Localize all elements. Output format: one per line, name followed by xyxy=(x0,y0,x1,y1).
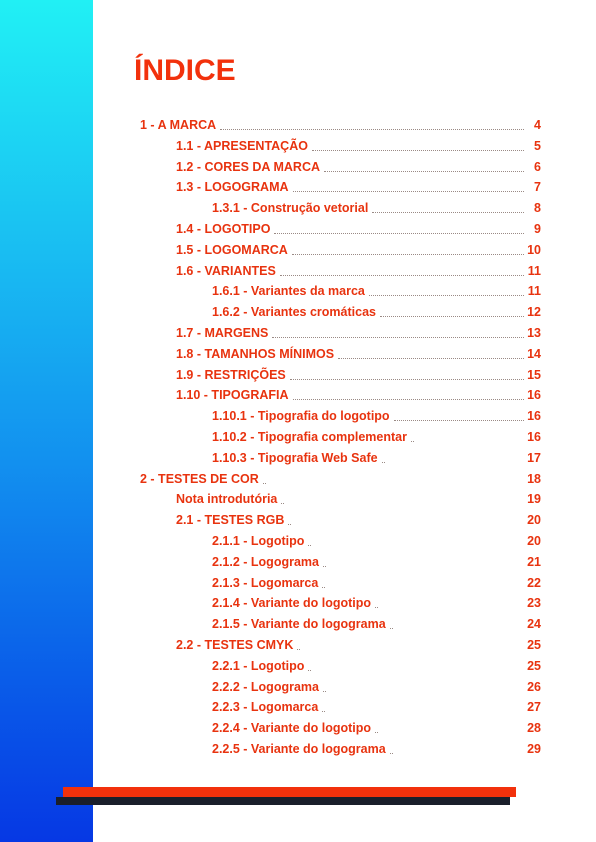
toc-entry-label: 2.1.5 - Variante do logograma xyxy=(212,617,386,632)
toc-page-number: 16 xyxy=(527,388,541,403)
toc-entry-label: 1 - A MARCA xyxy=(140,118,217,132)
toc-dot-leader xyxy=(288,524,291,525)
toc-page-number: 17 xyxy=(527,450,541,465)
toc-page-number: 16 xyxy=(527,409,541,424)
toc-entry-label: Nota introdutória xyxy=(176,492,278,507)
toc-page-number: 11 xyxy=(527,263,541,278)
page-title: ÍNDICE xyxy=(134,54,236,87)
toc-dot-leader xyxy=(292,254,524,255)
toc-entry-label: 1.3 - LOGOGRAMA xyxy=(176,180,289,195)
toc-entry-label: 1.2 - CORES DA MARCA xyxy=(176,159,320,174)
toc-page-number: 16 xyxy=(527,430,541,444)
toc-page-number: 18 xyxy=(527,471,541,486)
toc-dot-leader xyxy=(280,275,524,276)
toc-entry[interactable] xyxy=(176,221,541,237)
toc-dot-leader xyxy=(308,545,311,546)
toc-page-number: 20 xyxy=(527,513,541,528)
toc-dot-leader xyxy=(293,191,524,192)
toc-entry[interactable] xyxy=(212,658,541,674)
toc-dot-leader xyxy=(369,295,524,296)
toc-entry-label: 1.8 - TAMANHOS MÍNIMOS xyxy=(176,346,335,361)
toc-entry-label: 1.10.1 - Tipografia do logotipo xyxy=(212,409,390,424)
toc-dot-leader xyxy=(308,670,311,671)
toc-entry[interactable] xyxy=(212,679,541,695)
toc-dot-leader xyxy=(411,441,414,442)
toc-dot-leader xyxy=(375,732,378,733)
toc-entry-label: 1.10 - TIPOGRAFIA xyxy=(176,388,289,403)
toc-entry[interactable] xyxy=(176,159,541,175)
toc-page-number: 12 xyxy=(527,305,541,320)
toc-dot-leader xyxy=(372,212,524,213)
toc-entry[interactable] xyxy=(212,408,541,424)
toc-page-number: 11 xyxy=(527,284,541,299)
toc-entry[interactable] xyxy=(176,263,541,279)
toc-dot-leader xyxy=(281,503,284,504)
toc-entry[interactable] xyxy=(212,554,541,570)
toc-page-number: 15 xyxy=(527,367,541,382)
toc-entry-label: 1.1 - APRESENTAÇÃO xyxy=(176,138,308,153)
toc-page-number: 23 xyxy=(527,596,541,611)
toc-entry-label: 2.2.5 - Variante do logograma xyxy=(212,742,386,756)
toc-entry-label: 1.6.2 - Variantes cromáticas xyxy=(212,305,376,320)
footer-red-bar xyxy=(63,787,516,797)
toc-dot-leader xyxy=(375,607,378,608)
toc-entry[interactable] xyxy=(176,179,541,195)
toc-page-number: 8 xyxy=(534,201,541,216)
toc-entry-label: 2.2 - TESTES CMYK xyxy=(176,638,294,652)
toc-entry-label: 1.3.1 - Construção vetorial xyxy=(212,201,369,216)
toc-entry-label: 1.6.1 - Variantes da marca xyxy=(212,284,365,299)
toc-entry-label: 1.10.2 - Tipografia complementar xyxy=(212,430,407,444)
toc-dot-leader xyxy=(263,483,266,484)
toc-page-number: 28 xyxy=(527,721,541,736)
toc-entry-label: 1.5 - LOGOMARCA xyxy=(176,242,288,257)
toc-entry-label: 1.4 - LOGOTIPO xyxy=(176,222,271,236)
toc-dot-leader xyxy=(274,233,524,234)
toc-dot-leader xyxy=(380,316,524,317)
toc-page-number: 29 xyxy=(527,742,541,756)
toc-dot-leader xyxy=(390,628,393,629)
toc-entry[interactable] xyxy=(140,117,541,133)
toc-entry-label: 2.1.3 - Logomarca xyxy=(212,575,319,590)
toc-entry-label: 2.1 - TESTES RGB xyxy=(176,513,285,528)
toc-entry[interactable] xyxy=(176,491,541,507)
toc-dot-leader xyxy=(220,129,524,130)
toc-dot-leader xyxy=(390,753,393,754)
toc-dot-leader xyxy=(323,691,326,692)
toc-entry-label: 2 - TESTES DE COR xyxy=(140,471,259,486)
toc-entry-label: 2.1.4 - Variante do logotipo xyxy=(212,596,372,611)
toc-dot-leader xyxy=(312,150,524,151)
toc-page-number: 25 xyxy=(527,638,541,652)
toc-entry-label: 2.2.1 - Logotipo xyxy=(212,658,305,673)
toc-entry[interactable] xyxy=(176,325,541,341)
toc-entry[interactable] xyxy=(176,512,541,528)
toc-page-number: 9 xyxy=(534,222,541,236)
toc-entry[interactable] xyxy=(212,595,541,611)
toc-entry[interactable] xyxy=(140,471,541,487)
toc-entry-label: 1.6 - VARIANTES xyxy=(176,263,276,278)
toc-dot-leader xyxy=(322,711,325,712)
toc-dot-leader xyxy=(293,399,524,400)
toc-page-number: 24 xyxy=(527,617,541,632)
toc-entry[interactable] xyxy=(176,367,541,383)
toc-page-number: 13 xyxy=(527,326,541,340)
toc-page-number: 20 xyxy=(527,534,541,548)
toc-entry[interactable] xyxy=(212,699,541,715)
footer-dark-bar xyxy=(56,797,510,805)
toc-dot-leader xyxy=(297,649,300,650)
toc-dot-leader xyxy=(394,420,524,421)
toc-dot-leader xyxy=(323,566,326,567)
toc-entry-label: 1.7 - MARGENS xyxy=(176,326,269,340)
toc-page-number: 25 xyxy=(527,658,541,673)
toc-page-number: 6 xyxy=(534,159,541,174)
toc-entry-label: 1.10.3 - Tipografia Web Safe xyxy=(212,450,378,465)
toc-dot-leader xyxy=(290,379,524,380)
toc-entry[interactable] xyxy=(212,200,541,216)
toc-entry-label: 2.1.2 - Logograma xyxy=(212,554,319,569)
toc-entry[interactable] xyxy=(176,242,541,258)
toc-page-number: 7 xyxy=(534,180,541,195)
toc-entry-label: 2.2.2 - Logograma xyxy=(212,679,319,694)
toc-page-number: 10 xyxy=(527,242,541,257)
toc-page-number: 22 xyxy=(527,575,541,590)
toc-entry[interactable] xyxy=(176,138,541,154)
toc-entry[interactable] xyxy=(212,283,541,299)
toc-entry[interactable] xyxy=(212,575,541,591)
toc-dot-leader xyxy=(272,337,524,338)
toc-entry[interactable] xyxy=(212,304,541,320)
toc-entry-label: 1.9 - RESTRIÇÕES xyxy=(176,367,286,382)
toc-dot-leader xyxy=(382,462,385,463)
toc-dot-leader xyxy=(324,171,524,172)
toc-page-number: 14 xyxy=(527,346,541,361)
toc-page-number: 27 xyxy=(527,700,541,715)
toc-dot-leader xyxy=(338,358,524,359)
toc-page-number: 19 xyxy=(527,492,541,507)
toc-page-number: 26 xyxy=(527,679,541,694)
toc-entry-label: 2.2.3 - Logomarca xyxy=(212,700,319,715)
toc-entry[interactable] xyxy=(212,741,541,757)
toc-page-number: 5 xyxy=(534,138,541,153)
toc-entry-label: 2.2.4 - Variante do logotipo xyxy=(212,721,372,736)
toc-page-number: 4 xyxy=(534,118,541,132)
toc-dot-leader xyxy=(322,587,325,588)
toc-entry[interactable] xyxy=(176,387,541,403)
toc-page-number: 21 xyxy=(527,554,541,569)
toc-entry[interactable] xyxy=(176,346,541,362)
toc-entry[interactable] xyxy=(212,720,541,736)
toc-entry[interactable] xyxy=(212,429,541,445)
toc-entry[interactable] xyxy=(176,637,541,653)
toc-entry[interactable] xyxy=(212,533,541,549)
toc-entry[interactable] xyxy=(212,616,541,632)
toc-entry[interactable] xyxy=(212,450,541,466)
toc-entry-label: 2.1.1 - Logotipo xyxy=(212,534,305,548)
